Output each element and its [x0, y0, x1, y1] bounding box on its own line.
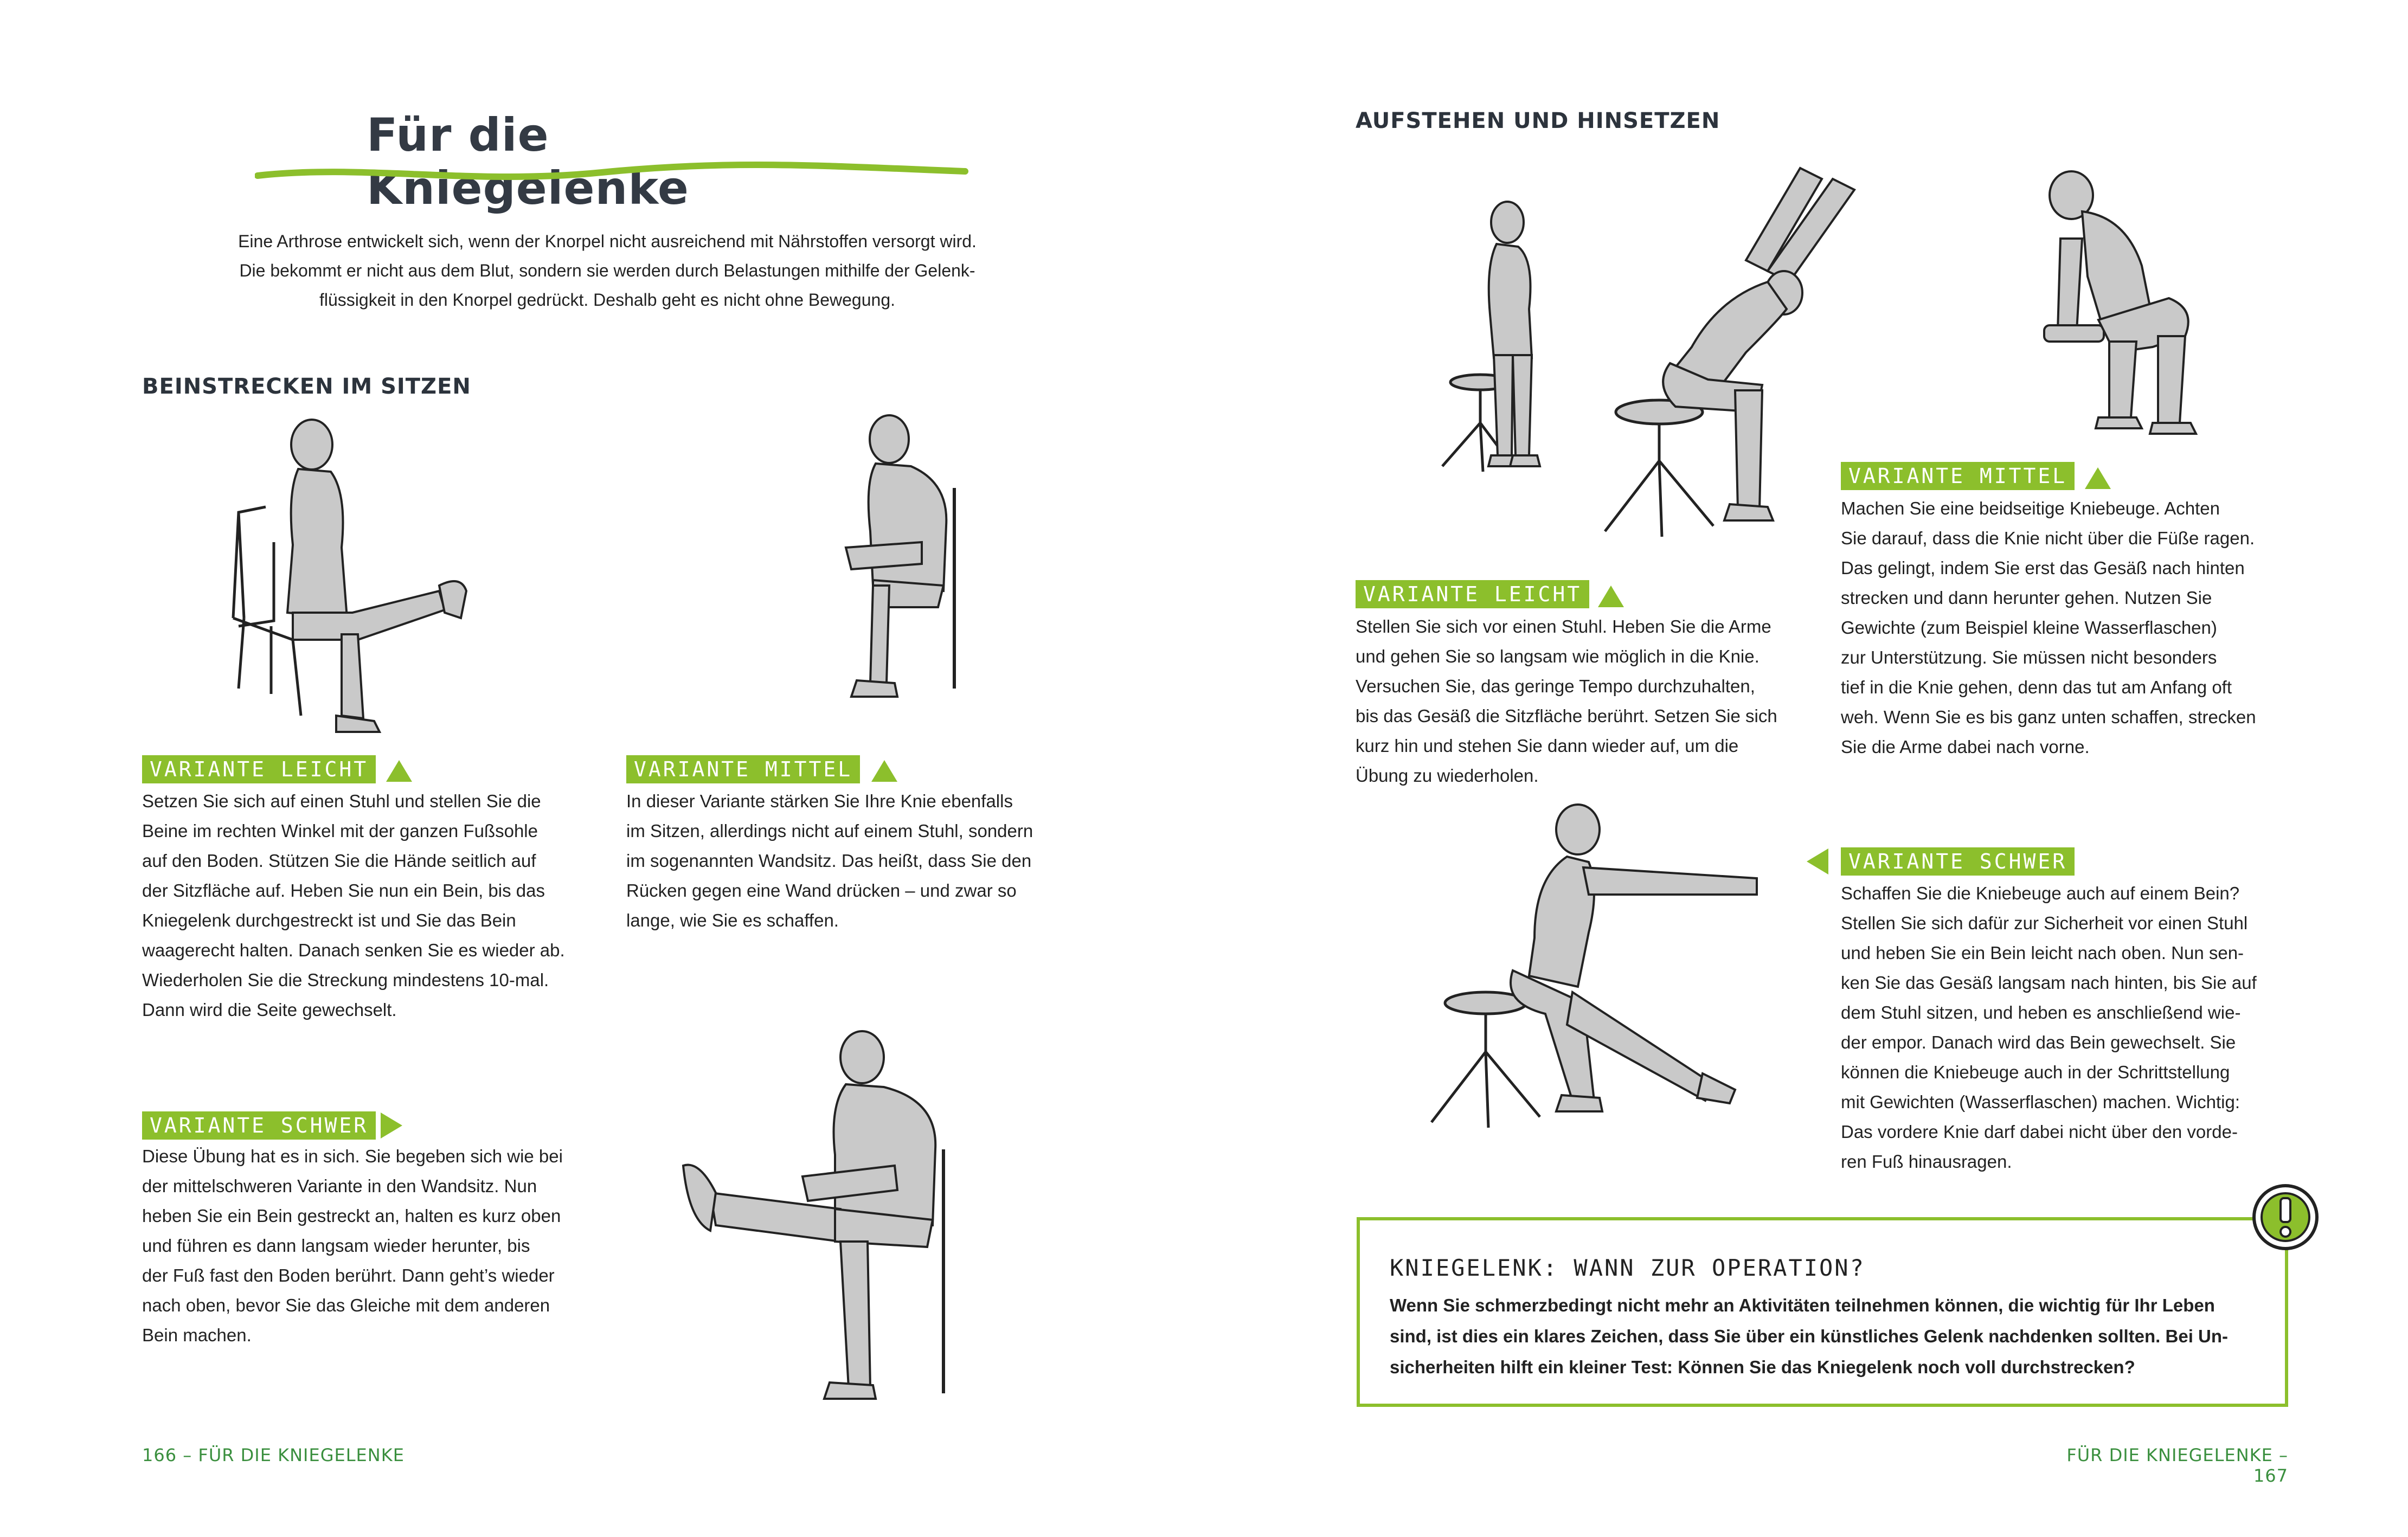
variant-text-mittel [626, 786, 1093, 935]
text-line: Wiederholen Sie die Streckung mindestens 10-mal. [142, 970, 549, 990]
text-line: Das vordere Knie darf dabei nicht über den vorde- [1841, 1122, 2238, 1142]
text-line: lange, wie Sie es schaffen. [626, 910, 839, 930]
text-line: der Sitzfläche auf. Heben Sie nun ein Bein, bis das [142, 880, 545, 901]
triangle-right-icon [380, 1111, 403, 1140]
text-line: Sie die Arme dabei nach vorne. [1841, 737, 2090, 757]
text-line: zur Unterstützung. Sie müssen nicht besonders [1841, 647, 2217, 667]
intro-line: Eine Arthrose entwickelt sich, wenn der Knorpel nicht ausreichend mit Nährstoffen versorgt wird. [238, 231, 977, 251]
text-line: ken Sie das Gesäß langsam nach hinten, bis Sie auf [1841, 973, 2257, 993]
text-line: Sie darauf, dass die Knie nicht über die Füße ragen. [1841, 528, 2255, 548]
triangle-up-icon [1597, 584, 1625, 608]
text-line: ren Fuß hinausragen. [1841, 1152, 2012, 1172]
text-line: Wenn Sie schmerzbedingt nicht mehr an Aktivitäten teilnehmen können, die wichtig für Ihr Leben [1390, 1295, 2215, 1315]
variant-tag-leicht-right: VARIANTE LEICHT [1356, 580, 1589, 608]
text-line: im sogenannten Wandsitz. Das heißt, dass Sie den [626, 851, 1032, 871]
text-line: strecken und dann herunter gehen. Nutzen Sie [1841, 588, 2212, 608]
text-line: Kniegelenk durchgestreckt ist und Sie das Bein [142, 910, 516, 930]
variant-text-schwer [142, 1141, 608, 1350]
text-line: Setzen Sie sich auf einen Stuhl und stellen Sie die [142, 791, 541, 811]
text-line: sind, ist dies ein klares Zeichen, dass Sie über ein künstliches Gelenk nachdenken sollten. Bei Un- [1390, 1326, 2229, 1346]
text-line: mit Gewichten (Wasserflaschen) machen. Wichtig: [1841, 1092, 2240, 1112]
text-line: weh. Wenn Sie es bis ganz unten schaffen, strecken [1841, 707, 2256, 727]
variant-tag-schwer: VARIANTE SCHWER [142, 1111, 376, 1140]
text-line: Bein machen. [142, 1325, 252, 1345]
variant-text-leicht-right [1356, 612, 1822, 790]
text-line: Diese Übung hat es in sich. Sie begeben sich wie bei [142, 1146, 563, 1166]
title-underline [255, 157, 971, 190]
exclamation-icon [2250, 1182, 2321, 1252]
page-footer-right: FÜR DIE KNIEGELENKE – 167 [2066, 1445, 2288, 1486]
text-line: im Sitzen, allerdings nicht auf einem Stuhl, sondern [626, 821, 1033, 841]
section-heading-beinstrecken: BEINSTRECKEN IM SITZEN [142, 374, 471, 399]
figure-seated-leg-extension [206, 412, 510, 748]
info-box-heading: KNIEGELENK: WANN ZUR OPERATION? [1390, 1255, 1865, 1281]
text-line: kurz hin und stehen Sie dann wieder auf, um die [1356, 736, 1739, 756]
triangle-up-icon [385, 759, 413, 783]
figure-squat-with-weights [2006, 157, 2256, 461]
variant-tag-schwer-right: VARIANTE SCHWER [1841, 847, 2075, 876]
variant-text-schwer-right [1841, 878, 2307, 1176]
info-box-operation [1357, 1217, 2288, 1407]
page-title: Für die Kniegelenke [367, 108, 689, 215]
text-line: und führen es dann langsam wieder herunter, bis [142, 1236, 530, 1256]
variant-tag-mittel: VARIANTE MITTEL [626, 755, 860, 783]
info-box-text [1390, 1290, 2279, 1382]
triangle-left-icon [1806, 847, 1829, 876]
variant-tag-leicht: VARIANTE LEICHT [142, 755, 376, 783]
text-line: und heben Sie ein Bein leicht nach oben. Nun sen- [1841, 943, 2244, 963]
text-line: Schaffen Sie die Kniebeuge auch auf einem Bein? [1841, 883, 2240, 903]
text-line: tief in die Knie gehen, denn das tut am Anfang oft [1841, 677, 2232, 697]
text-line: Machen Sie eine beidseitige Kniebeuge. Achten [1841, 498, 2220, 518]
text-line: nach oben, bevor Sie das Gleiche mit dem anderen [142, 1295, 550, 1315]
intro-line: Die bekommt er nicht aus dem Blut, sondern sie werden durch Belastungen mithilfe der Gelenk- [239, 261, 975, 280]
text-line: waagerecht halten. Danach senken Sie es wieder ab. [142, 940, 565, 960]
text-line: Gewichte (zum Beispiel kleine Wasserflaschen) [1841, 618, 2217, 638]
intro-line: flüssigkeit in den Knorpel gedrückt. Deshalb geht es nicht ohne Bewegung. [319, 290, 895, 310]
text-line: In dieser Variante stärken Sie Ihre Knie ebenfalls [626, 791, 1013, 811]
text-line: dem Stuhl sitzen, und heben es anschließend wie- [1841, 1002, 2241, 1022]
text-line: Rücken gegen eine Wand drücken – und zwar so [626, 880, 1017, 901]
text-line: Übung zu wiederholen. [1356, 766, 1539, 786]
text-line: Das gelingt, indem Sie erst das Gesäß nach hinten [1841, 558, 2245, 578]
page-footer-left: 166 – FÜR DIE KNIEGELENKE [142, 1445, 404, 1465]
figure-single-leg-squat [1410, 797, 1789, 1187]
triangle-up-icon [2084, 466, 2112, 490]
variant-tag-mittel-right: VARIANTE MITTEL [1841, 462, 2075, 490]
variant-text-mittel-right [1841, 493, 2307, 762]
figure-wall-sit-leg-raised [602, 1014, 971, 1448]
text-line: Versuchen Sie, das geringe Tempo durchzuhalten, [1356, 676, 1755, 696]
intro-text [146, 227, 1068, 314]
figure-wall-sit [759, 407, 987, 732]
text-line: Dann wird die Seite gewechselt. [142, 1000, 397, 1020]
text-line: heben Sie ein Bein gestreckt an, halten es kurz oben [142, 1206, 561, 1226]
text-line: bis das Gesäß die Sitzfläche berührt. Setzen Sie sich [1356, 706, 1777, 726]
text-line: sicherheiten hilft ein kleiner Test: Können Sie das Kniegelenk noch voll durchstrecken? [1390, 1357, 2135, 1377]
section-heading-aufstehen: AUFSTEHEN UND HINSETZEN [1356, 108, 1720, 133]
triangle-up-icon [870, 759, 898, 783]
text-line: der mittelschweren Variante in den Wandsitz. Nun [142, 1176, 537, 1196]
text-line: auf den Boden. Stützen Sie die Hände seitlich auf [142, 851, 536, 871]
text-line: Beine im rechten Winkel mit der ganzen Fußsohle [142, 821, 538, 841]
text-line: der Fuß fast den Boden berührt. Dann geht’s wieder [142, 1265, 555, 1285]
text-line: Stellen Sie sich dafür zur Sicherheit vor einen Stuhl [1841, 913, 2248, 933]
text-line: können die Kniebeuge auch in der Schrittstellung [1841, 1062, 2230, 1082]
text-line: und gehen Sie so langsam wie möglich in die Knie. [1356, 646, 1760, 666]
text-line: der empor. Danach wird das Bein gewechselt. Sie [1841, 1032, 2236, 1052]
text-line: Stellen Sie sich vor einen Stuhl. Heben Sie die Arme [1356, 616, 1771, 636]
variant-text-leicht [142, 786, 608, 1025]
